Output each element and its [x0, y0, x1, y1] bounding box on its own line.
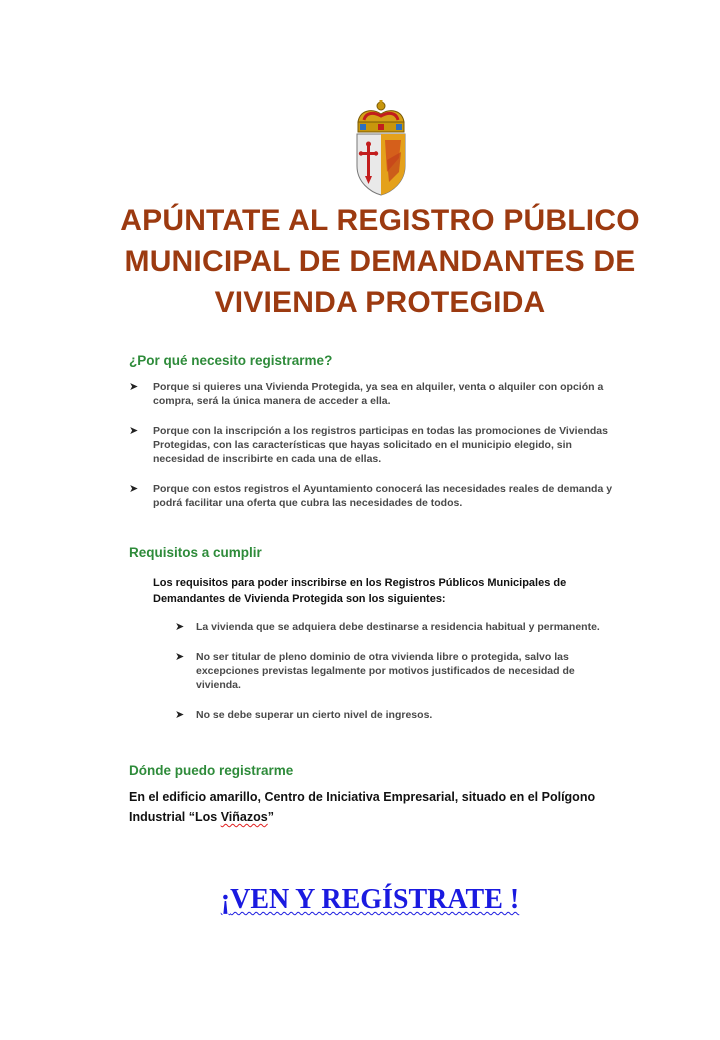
location-text-main: En el edificio amarillo, Centro de Iniciativa Empresarial, situado en el Polígono Industrial “Los — [129, 790, 596, 824]
why-item-1: Porque si quieres una Vivienda Protegida, ya sea en alquiler, venta o alquiler con opción a compra, será la única manera de acceder a ella. — [153, 381, 604, 407]
arrow-bullet-icon: ➤ — [129, 381, 139, 393]
page-title — [60, 200, 700, 323]
arrow-bullet-icon: ➤ — [175, 651, 185, 663]
requirement-item-1: La vivienda que se adquiera debe destinarse a residencia habitual y permanente. — [196, 621, 600, 633]
list-item — [175, 650, 615, 692]
arrow-bullet-icon: ➤ — [175, 621, 185, 633]
why-item-2: Porque con la inscripción a los registros participas en todas las promociones de Viviendas Protegidas, con las características que hayas solicitado en el municipio elegido, sin necesidad de inscribirte en cada una de ellas. — [153, 425, 608, 465]
place-name: Viñazos — [220, 810, 268, 824]
requirements-list — [175, 620, 615, 738]
why-item-3: Porque con estos registros el Ayuntamiento conocerá las necesidades reales de demanda y podrá facilitar una oferta que cubra las necesidades de todos. — [153, 483, 613, 509]
requirement-item-3: No se debe superar un cierto nivel de ingresos. — [196, 709, 433, 721]
location-text — [129, 787, 609, 827]
arrow-bullet-icon: ➤ — [175, 709, 185, 721]
why-list — [129, 380, 613, 526]
list-item — [175, 708, 615, 722]
list-item — [129, 380, 613, 408]
title-line-1: APÚNTATE AL REGISTRO PÚBLICO — [120, 204, 640, 237]
list-item — [129, 424, 613, 466]
list-item — [129, 482, 613, 510]
requirements-intro: Los requisitos para poder inscribirse en los Registros Públicos Municipales de Demandantes de Vivienda Protegida son los siguientes: — [153, 577, 567, 605]
coat-of-arms-icon — [352, 100, 410, 196]
cta-text: VEN Y REGÍSTRATE ! — [230, 884, 520, 915]
why-heading: ¿Por qué necesito registrarme? — [129, 353, 333, 368]
cta-open-mark: ¡ — [220, 884, 231, 915]
list-item — [175, 620, 615, 634]
arrow-bullet-icon: ➤ — [129, 483, 139, 495]
call-to-action — [0, 884, 720, 916]
arrow-bullet-icon: ➤ — [129, 425, 139, 437]
location-text-end: ” — [267, 810, 274, 824]
requirement-item-2: No ser titular de pleno dominio de otra vivienda libre o protegida, salvo las excepciones previstas legalmente por motivos justificados de necesidad de vivienda. — [196, 651, 575, 691]
requirements-heading: Requisitos a cumplir — [129, 545, 262, 560]
title-line-3: VIVIENDA PROTEGIDA — [214, 286, 546, 319]
location-heading: Dónde puedo registrarme — [129, 763, 294, 778]
title-line-2: MUNICIPAL DE DEMANDANTES DE — [124, 245, 636, 278]
